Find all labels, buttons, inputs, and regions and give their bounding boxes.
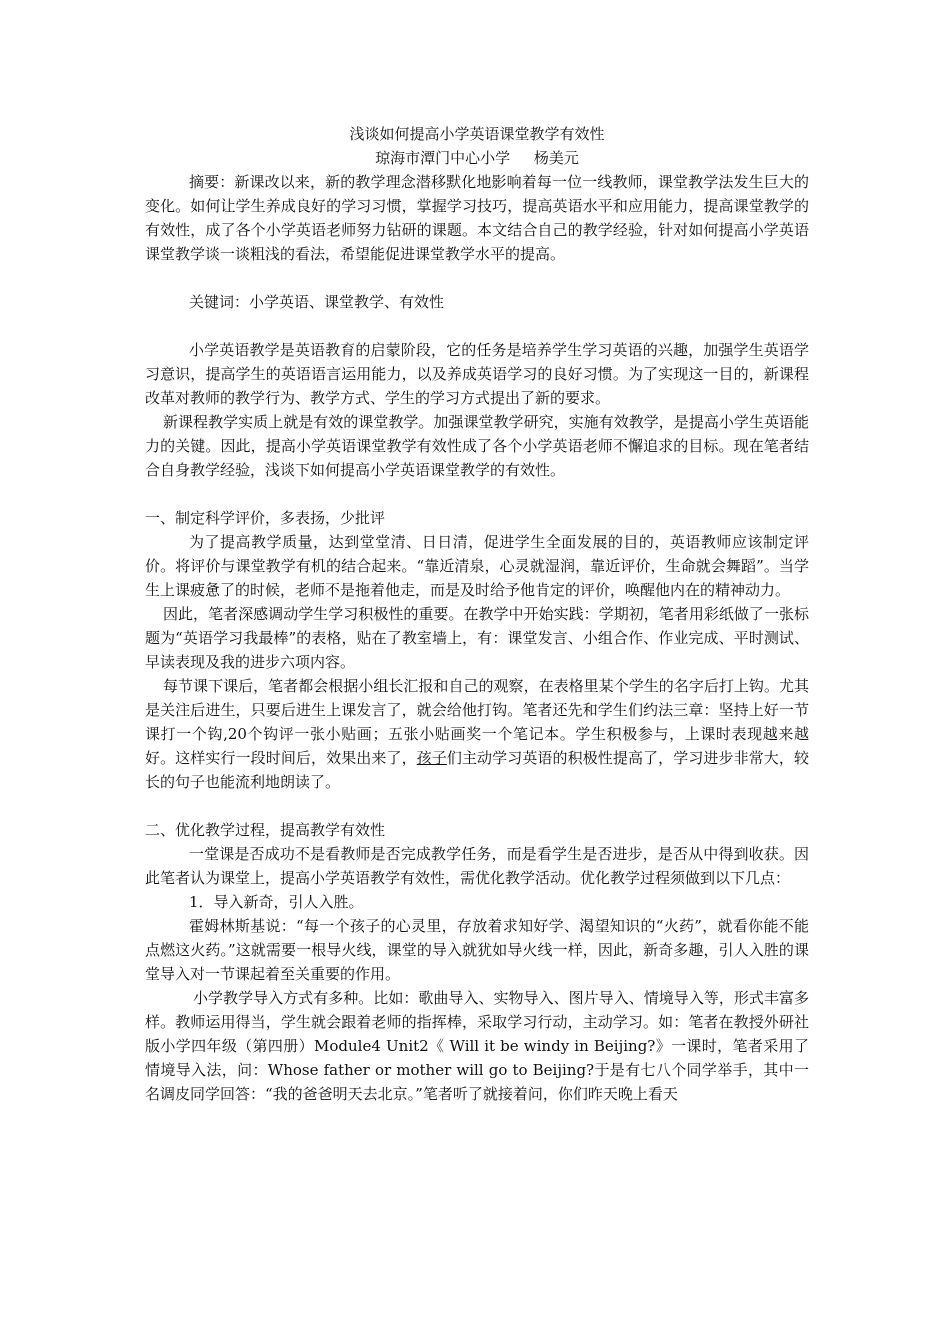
- section-1-heading: 一、制定科学评价，多表扬，少批评: [145, 509, 386, 527]
- section-2-heading: 二、优化教学过程，提高教学有效性: [145, 821, 386, 839]
- underlined-word: 孩子: [416, 749, 447, 767]
- section-2-paragraph-1: 一堂课是否成功不是看教师是否完成教学任务，而是看学生是否进步，是否从中得到收获。因此笔者认为课堂上，提高小学英语教学有效性，需优化教学活动。优化教学过程须做到以下几点：: [145, 845, 809, 887]
- section-1-paragraph-2: 因此，笔者深感调动学生学习积极性的重要。在教学中开始实践：学期初，笔者用彩纸做了一张标题为“英语学习我最棒”的表格，贴在了教室墙上，有：课堂发言、小组合作、作业完成、平时测试、早读表现及我的进步六项内容。: [145, 605, 809, 671]
- author-byline: 琼海市潭门中心小学 杨美元: [375, 149, 579, 167]
- section-1-paragraph-1: 为了提高教学质量，达到堂堂清、日日清，促进学生全面发展的目的，英语教师应该制定评价。将评价与课堂教学有机的结合起来。“靠近清泉，心灵就湿润，靠近评价，生命就会舞蹈”。当学生上课疲惫了的时候，老师不是拖着他走，而是及时给予他肯定的评价，唤醒他内在的精神动力。: [145, 533, 809, 599]
- document-body: [145, 122, 809, 1106]
- section-1-paragraph-3: [145, 674, 809, 794]
- keywords-line: 关键词：小学英语、课堂教学、有效性: [189, 293, 445, 311]
- abstract-paragraph: 摘要：新课改以来，新的教学理念潜移默化地影响着每一位一线教师，课堂教学法发生巨大的变化。如何让学生养成良好的学习习惯，掌握学习技巧，提高英语水平和应用能力，提高课堂教学的有效性，成了各个小学英语老师努力钻研的课题。本文结合自己的教学经验，针对如何提高小学英语课堂教学谈一谈粗浅的看法，希望能促进课堂教学水平的提高。: [145, 173, 809, 263]
- intro-paragraph-1: 小学英语教学是英语教育的启蒙阶段，它的任务是培养学生学习英语的兴趣，加强学生英语学习意识，提高学生的英语语言运用能力，以及养成英语学习的良好习惯。为了实现这一目的，新课程改革对教师的教学行为、教学方式、学生的学习方式提出了新的要求。: [145, 341, 809, 407]
- section-2-paragraph-3: 小学教学导入方式有多种。比如：歌曲导入、实物导入、图片导入、情境导入等，形式丰富多样。教师运用得当，学生就会跟着老师的指挥棒，采取学习行动，主动学习。如：笔者在教授外研社版小学四年级（第四册）Module4 Unit2《 Will it be windy in Beijing?》一课时，笔者采用了情境导入法，问：Whose father or mother will go to Beijing?于是有七八个同学举手，其中一名调皮同学回答：“我的爸爸明天去北京。”笔者听了就接着问，你们昨天晚上看天: [145, 989, 809, 1103]
- intro-paragraph-2: 新课程教学实质上就是有效的课堂教学。加强课堂教学研究，实施有效教学，是提高小学生英语能力的关键。因此，提高小学英语课堂教学有效性成了各个小学英语老师不懈追求的目标。现在笔者结合自身教学经验，浅谈下如何提高小学英语课堂教学的有效性。: [145, 413, 809, 479]
- section-1-paragraph-3-part-a: 每节课下课后，笔者都会根据小组长汇报和自己的观察，在表格里某个学生的名字后打上钩。尤其是关注后进生，只要后进生上课发言了，就会给他打钩。笔者还先和学生们约法三章：坚持上好一节课打一个钩,20个钩评一张小贴画；五张小贴画奖一个笔记本。学生积极参与，上课时表现越来越好。这样实行一段时间后，效果出来了，: [145, 677, 809, 767]
- document-title: 浅谈如何提高小学英语课堂教学有效性: [349, 125, 605, 143]
- section-2-list-item-1: 1．导入新奇，引人入胜。: [189, 893, 364, 911]
- section-2-paragraph-2: 霍姆林斯基说：“每一个孩子的心灵里，存放着求知好学、渴望知识的“火药”，就看你能不能点燃这火药。”这就需要一根导火线，课堂的导入就犹如导火线一样，因此，新奇多趣，引人入胜的课堂导入对一节课起着至关重要的作用。: [145, 917, 809, 983]
- section-1-paragraph-3-part-b: 们主动学习英语的积极性提高了，学习进步非常大，较长的句子也能流利地朗读了。: [145, 749, 809, 791]
